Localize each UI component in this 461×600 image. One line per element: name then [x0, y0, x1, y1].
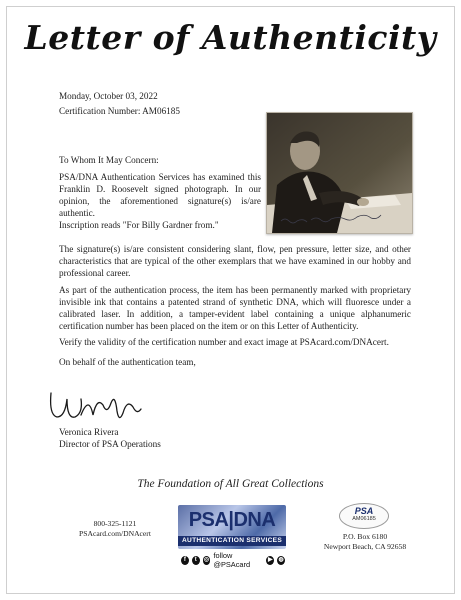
footer-phone: 800-325-1121 — [93, 519, 137, 528]
letter-title: Letter of Authenticity — [24, 18, 437, 57]
signed-photograph — [266, 112, 413, 234]
paragraph-verify: Verify the validity of the certification number and exact image at PSAcard.com/DNAcert. — [59, 337, 389, 347]
logo-subtitle: AUTHENTICATION SERVICES — [178, 536, 286, 546]
footer-contact — [60, 519, 170, 539]
youtube-icon[interactable]: ▶ — [268, 556, 273, 563]
logo-wordmark: PSA|DNA — [188, 509, 276, 531]
footer-address — [302, 532, 428, 552]
twitter-icon[interactable]: t — [192, 556, 200, 565]
paragraph-closing: On behalf of the authentication team, — [59, 357, 196, 367]
facebook-icon[interactable]: f — [181, 556, 189, 565]
footer-city: Newport Beach, CA 92658 — [323, 542, 407, 551]
instagram-icon[interactable]: ◎ — [203, 556, 210, 563]
footer-po-box: P.O. Box 6180 — [342, 532, 388, 541]
signer-name: Veronica Rivera — [59, 427, 119, 437]
letter-date: Monday, October 03, 2022 — [59, 91, 158, 101]
footer-web: PSAcard.com/DNAcert — [79, 529, 151, 538]
paragraph-dna-process: As part of the authentication process, the item has been permanently marked with proprietary invisible ink that contains a patented strand of synthetic DNA, which will fluoresce under a calibrated laser. In addition, a tamper-evident label containing a unique alphanumeric certification number has been placed on the item or on this Letter of Authenticity. — [59, 285, 411, 331]
footer-tagline: The Foundation of All Great Collections — [137, 478, 324, 490]
psa-dna-logo — [178, 505, 286, 549]
certification-number: Certification Number: AM06185 — [59, 106, 180, 116]
paragraph-inscription: Inscription reads "For Billy Gardner from." — [59, 220, 219, 230]
social-handle: follow @PSAcard — [213, 551, 251, 569]
stamp-brand: PSA — [354, 506, 374, 516]
paragraph-consistency: The signature(s) is/are consistent considering slant, flow, pen pressure, letter size, and other characteristics that are typical of the other exemplars that we have examined in our hobby and professional career. — [59, 244, 411, 278]
director-signature — [45, 385, 155, 427]
social-links — [181, 551, 285, 569]
signer-title: Director of PSA Operations — [59, 439, 161, 449]
psa-label-stamp — [339, 503, 389, 529]
globe-icon[interactable]: ◍ — [278, 556, 284, 563]
stamp-number: AM06185 — [352, 516, 376, 522]
paragraph-examined: PSA/DNA Authentication Services has examined this Franklin D. Roosevelt signed photograph. In our opinion, the aforementioned signature(s) is/are authentic. — [59, 172, 261, 218]
salutation: To Whom It May Concern: — [59, 155, 159, 165]
